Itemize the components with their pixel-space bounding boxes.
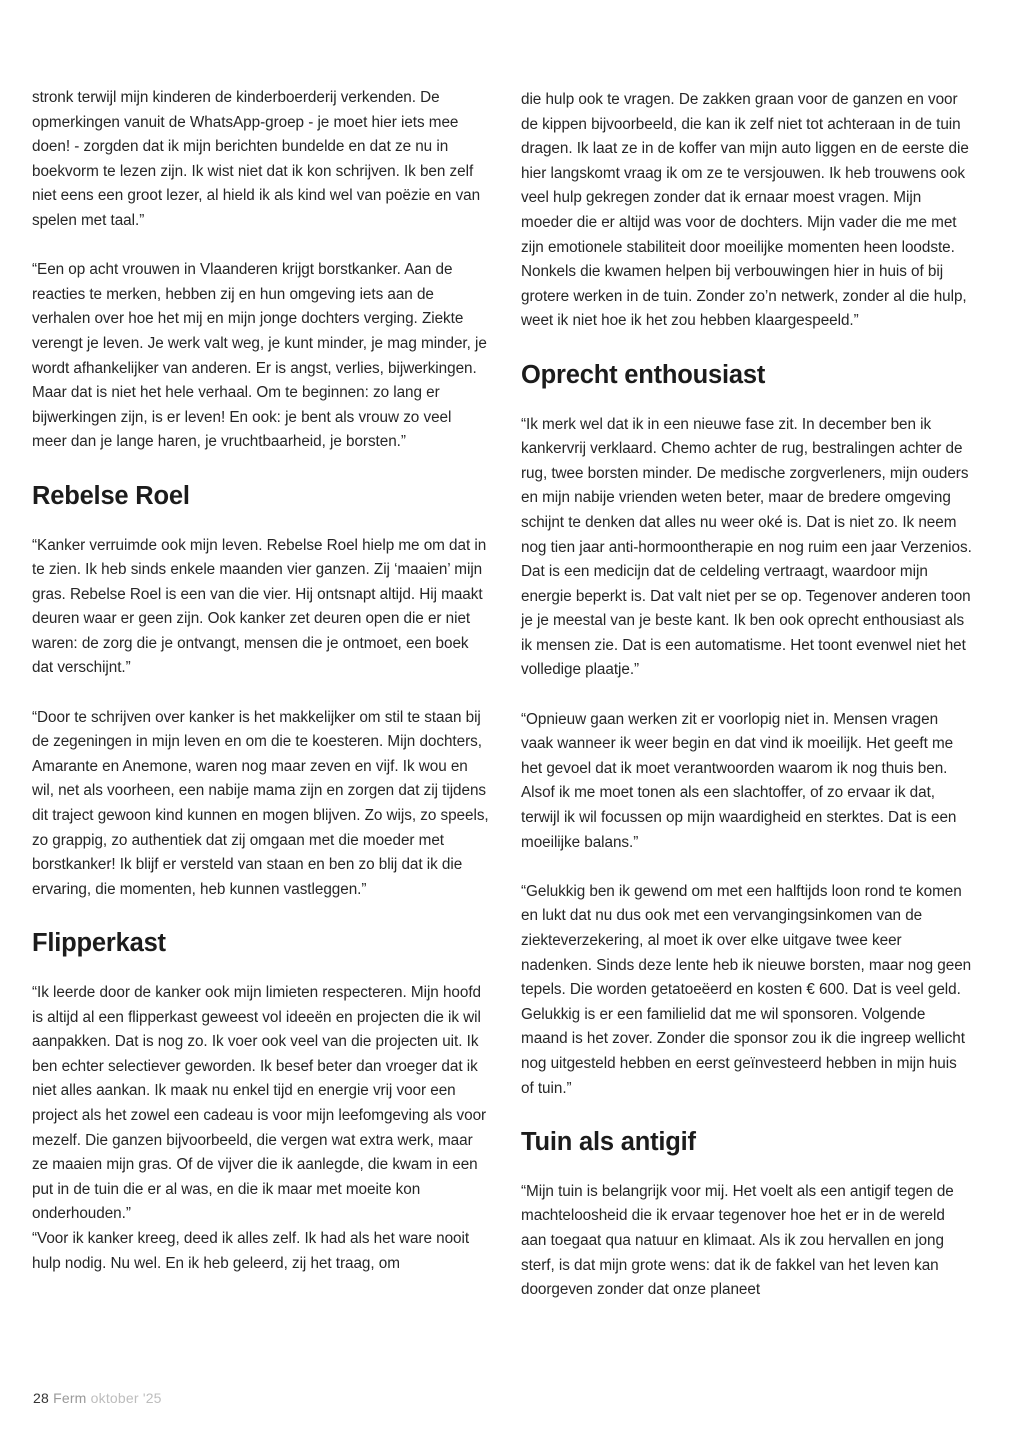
- right-column: [521, 88, 973, 1327]
- paragraph: die hulp ook te vragen. De zakken graan voor de ganzen en voor de kippen bijvoorbeeld, die kan ik zelf niet tot achteraan in de tuin dragen. Ik laat ze in de koffer van mijn auto liggen en de eerste die hier langskomt vraag ik om ze te versjouwen. Ik heb trouwens ook veel hulp gekregen zonder dat ik ernaar moest vragen. Mijn moeder die er altijd was voor de dochters. Mijn vader die me met zijn emotionele stabiliteit door moeilijke momenten heen loodste. Nonkels die kwamen helpen bij verbouwingen hier in huis of bij grotere werken in de tuin. Zonder zo’n netwerk, zonder al die hulp, weet ik niet hoe ik het zou hebben klaargespeeld.”: [521, 91, 969, 330]
- paragraph: stronk terwijl mijn kinderen de kinderboerderij verkenden. De opmerkingen vanuit de WhatsApp-groep - je moet hier iets mee doen! - zorgden dat ik mijn berichten bundelde en dat ze nu in boekvorm te lezen zijn. Ik wist niet dat ik kon schrijven. Ik ben zelf niet eens een groot lezer, al hield ik als kind wel van poëzie en van spelen met taal.”: [32, 89, 481, 229]
- page-number: 28: [33, 1390, 49, 1406]
- paragraph: “Gelukkig ben ik gewend om met een halftijds loon rond te komen en lukt dat nu dus ook met een vervangingsinkomen van de ziekteverzekering, al moet ik over elke uitgave twee keer nadenken. Sinds deze lente heb ik nieuwe borsten, maar nog geen tepels. Die worden getatoeëerd en kosten € 600. Dat is veel geld. Gelukkig is er een familielid dat me wil sponsoren. Volgende maand is het zover. Zonder die sponsor zou ik die ingreep wellicht nog uitgesteld hebben en eerst geïnvesteerd hebben in mijn huis of tuin.”: [521, 882, 972, 1097]
- section-heading-oprecht-enthousiast: Oprecht enthousiast: [521, 360, 766, 389]
- section-heading-tuin-als-antigif: Tuin als antigif: [521, 1127, 696, 1156]
- paragraph: “Een op acht vrouwen in Vlaanderen krijgt borstkanker. Aan de reacties te merken, hebben zij en hun omgeving iets aan de verhalen over hoe het mij en mijn jonge dochters verging. Ziekte verengt je leven. Je werk valt weg, je kunt minder, je mag minder, je wordt afhankelijker van anderen. Er is angst, verlies, bijwerkingen. Maar dat is niet het hele verhaal. Om te beginnen: zo lang er bijwerkingen zijn, is er leven! En ook: je bent als vrouw zo veel meer dan je lange haren, je vruchtbaarheid, je borsten.”: [32, 261, 487, 451]
- page-footer: [33, 1390, 162, 1406]
- section-heading-flipperkast: Flipperkast: [32, 929, 166, 957]
- paragraph: “Kanker verruimde ook mijn leven. Rebelse Roel hielp me om dat in te zien. Ik heb sinds enkele maanden vier ganzen. Zij ‘maaien’ mijn gras. Rebelse Roel is een van die vier. Hij ontsnapt altijd. Hij maakt deuren waar er geen zijn. Ook kanker zet deuren open die er niet waren: de zorg die je ontvangt, mensen die je ontmoet, een boek dat verschijnt.”: [32, 536, 487, 677]
- magazine-name: Ferm: [53, 1390, 87, 1406]
- paragraph: “Voor ik kanker kreeg, deed ik alles zelf. Ik had als het ware nooit hulp nodig. Nu wel. En ik heb geleerd, zij het traag, om: [32, 1229, 470, 1272]
- paragraph: “Mijn tuin is belangrijk voor mij. Het voelt als een antigif tegen de machteloosheid die ik ervaar tegenover hoe het er in de wereld aan toegaat qua natuur en klimaat. Als ik zou hervallen en jong sterf, is dat mijn grote wens: dat ik de fakkel van het leven kan doorgeven zonder dat onze planeet: [521, 1182, 954, 1299]
- section-heading-rebelse-roel: Rebelse Roel: [32, 481, 190, 510]
- paragraph: “Door te schrijven over kanker is het makkelijker om stil te staan bij de zegeningen in mijn leven en om die te koesteren. Mijn dochters, Amarante en Anemone, waren nog maar zeven en vijf. Ik wou en wil, net als voorheen, een nabije mama zijn en zorgen dat zij tijdens dit traject gewoon kind kunnen en mogen blijven. Zo wijs, zo speels, zo grappig, zo authentiek dat zij omgaan met die moeder met borstkanker! Ik blijf er versteld van staan en ben zo blij dat ik die ervaring, die momenten, heb kunnen vastleggen.”: [32, 708, 489, 898]
- left-column: [32, 86, 490, 1301]
- paragraph: “Opnieuw gaan werken zit er voorlopig niet in. Mensen vragen vaak wanneer ik weer begin en dat vind ik moeilijk. Het geeft me het gevoel dat ik moet verantwoorden waarom ik nog thuis ben. Alsof ik me moet tonen als een slachtoffer, of zo ervaar ik dat, terwijl ik wil focussen op mijn waardigheid en sterktes. Dat is een moeilijke balans.”: [521, 710, 957, 851]
- paragraph: “Ik merk wel dat ik in een nieuwe fase zit. In december ben ik kankervrij verklaard. Chemo achter de rug, bestralingen achter de rug, twee borsten minder. De medische zorgverleners, mijn ouders en mijn nabije vrienden weten beter, maar de bredere omgeving schijnt te denken dat alles nu weer oké is. Dat is niet zo. Ik neem nog tien jaar anti-hormoontherapie en nog ruim een jaar Verzenios. Dat is een medicijn dat de celdeling vertraagt, waardoor mijn energie beperkt is. Dat valt niet per se op. Tegenover anderen toon je je meestal van je beste kant. Ik ben ook oprecht enthousiast als ik mensen zie. Dat is een automatisme. Het toont evenwel niet het volledige plaatje.”: [521, 415, 972, 679]
- paragraph: “Ik leerde door de kanker ook mijn limieten respecteren. Mijn hoofd is altijd al een flipperkast geweest vol ideeën en projecten die ik wil aanpakken. Dat is nog zo. Ik voer ook veel van die projecten uit. Ik ben echter selectiever geworden. Ik besef beter dan vroeger dat ik niet alles aankan. Ik maak nu enkel tijd en energie vrij voor een project als het zowel een cadeau is voor mijn leefomgeving als voor mezelf. Die ganzen bijvoorbeeld, die vergen wat extra werk, maar ze maaien mijn gras. Of de vijver die ik aanlegde, die kwam in een put in de tuin die er al was, en die ik maar met moeite kon onderhouden.”: [32, 984, 487, 1223]
- issue-date: oktober '25: [90, 1390, 162, 1406]
